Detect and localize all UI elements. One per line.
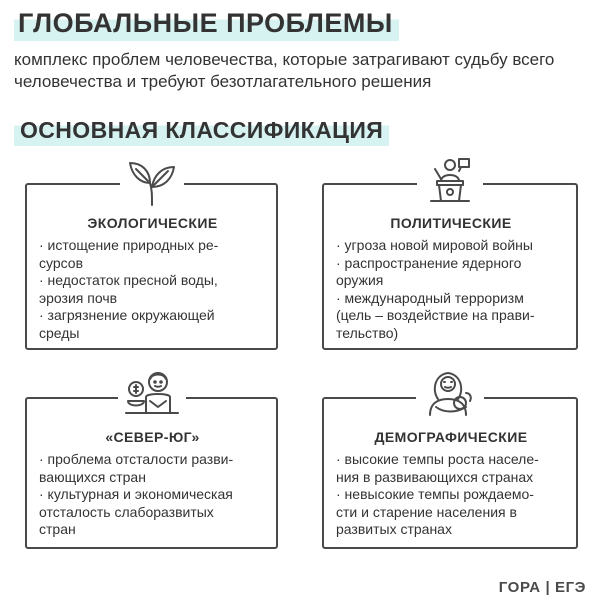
list-item: · загрязнение окружающей среды bbox=[39, 307, 215, 341]
card-ecological bbox=[25, 183, 278, 350]
card-title: «СЕВЕР-ЮГ» bbox=[105, 429, 200, 445]
list-item: · проблема отсталости разви- вающихся стран bbox=[39, 451, 234, 485]
problem-list bbox=[336, 237, 566, 342]
speaker-podium-icon bbox=[417, 155, 483, 208]
list-item: · распространение ядерного оружия bbox=[336, 254, 522, 288]
card-demographic bbox=[322, 397, 578, 549]
definition-text: комплекс проблем человечества, которые затрагивают судьбу всего человечества и требуют безотлагательного решения bbox=[14, 50, 555, 91]
problem-list bbox=[39, 451, 266, 539]
brand-footer: ГОРА | ЕГЭ bbox=[498, 579, 586, 596]
card-political bbox=[322, 183, 578, 350]
list-item: · международный терроризм (цель – воздействие на прави- тельство) bbox=[336, 289, 535, 341]
page-title: ГЛОБАЛЬНЫЕ ПРОБЛЕМЫ bbox=[14, 8, 399, 41]
list-item: · невысокие темпы рождаемо- сти и старение населения в развитых странах bbox=[336, 486, 534, 537]
mother-baby-icon bbox=[416, 369, 484, 422]
list-item: · культурная и экономическая отсталость слаборазвитых стран bbox=[39, 486, 233, 537]
card-title: ДЕМОГРАФИЧЕСКИЕ bbox=[374, 429, 528, 445]
list-item: · высокие темпы роста населе- ния в развивающихся странах bbox=[336, 451, 539, 485]
problem-list bbox=[39, 237, 266, 342]
list-item: · угроза новой мировой войны bbox=[336, 237, 533, 253]
plant-sprout-icon bbox=[120, 157, 184, 212]
list-item: · истощение природных ре- сурсов bbox=[39, 237, 219, 271]
poor-child-coin-icon bbox=[118, 369, 186, 422]
section-title: ОСНОВНАЯ КЛАССИФИКАЦИЯ bbox=[14, 117, 389, 146]
card-north-south bbox=[25, 397, 278, 549]
problem-list bbox=[336, 451, 566, 539]
card-title: ПОЛИТИЧЕСКИЕ bbox=[390, 215, 512, 231]
list-item: · недостаток пресной воды, эрозия почв bbox=[39, 272, 218, 306]
card-title: ЭКОЛОГИЧЕСКИЕ bbox=[87, 215, 218, 231]
